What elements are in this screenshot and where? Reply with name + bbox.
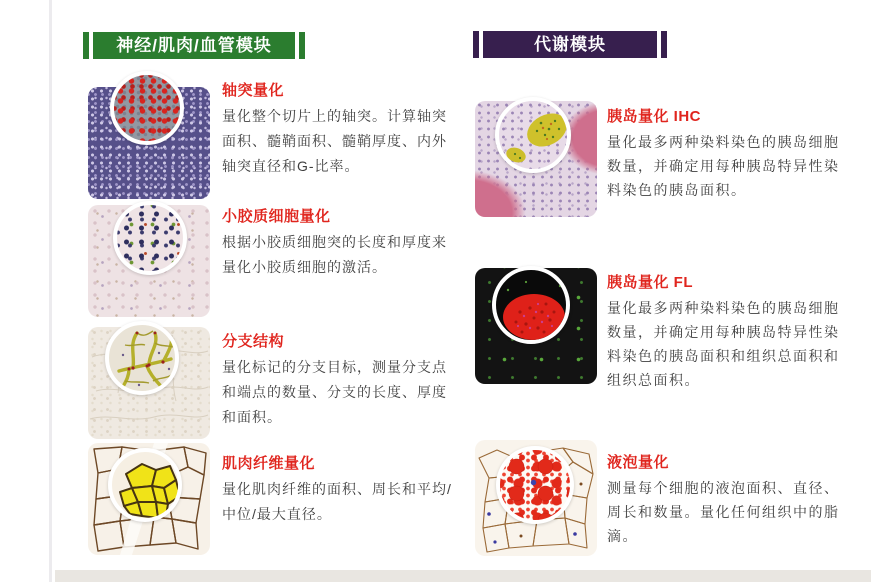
item-description: 量化最多两种染料染色的胰岛细胞数量，并确定用每种胰岛特异性染料染色的胰岛面积和组织总面积和组织总面积。 [607,300,840,388]
module-header-label: 代谢模块 [483,31,657,58]
header-side-bar [299,32,305,59]
islet-fluorescence-micrograph [475,268,597,384]
item-description: 根据小胶质细胞突的长度和厚度来量化小胶质细胞的激活。 [222,234,447,275]
highlighted-islet-overlay [499,101,571,173]
branching-structure-micrograph [88,327,210,439]
header-side-bar [661,31,667,58]
magnifier-circle-icon [492,266,570,344]
page-edge-line [49,0,52,582]
header-side-bar [473,31,479,58]
header-side-bar [83,32,89,59]
magnifier-circle-icon [108,448,182,522]
magnifier-circle-icon [495,97,571,173]
microglia-micrograph [88,205,210,317]
item-title: 轴突量化 [222,82,285,99]
magnifier-circle-icon [496,446,574,524]
item-description: 测量每个细胞的液泡面积、直径、周长和数量。量化任何组织中的脂滴。 [607,480,840,544]
item-title: 胰岛量化 IHC [607,108,702,125]
item-description: 量化整个切片上的轴突。计算轴突面积、髓鞘面积、髓鞘厚度、内外轴突直径和G-比率。 [222,108,447,174]
branch-trace-overlay [109,325,179,395]
module-header-label: 神经/肌肉/血管模块 [93,32,295,59]
red-islet-overlay [496,270,570,344]
magnifier-circle-icon [105,321,179,395]
item-description: 量化标记的分支目标，测量分支点和端点的数量、分支的长度、厚度和面积。 [222,359,447,425]
magnifier-circle-icon [110,71,184,145]
axon-micrograph [88,87,210,199]
islet-ihc-micrograph [475,101,597,217]
item-title: 胰岛量化 FL [607,274,693,291]
item-description: 量化肌肉纤维的面积、周长和平均/中位/最大直径。 [222,481,452,522]
magnifier-circle-icon [113,201,187,275]
bottom-strip [55,570,871,582]
muscle-fiber-micrograph [88,443,210,555]
module-header-metabolism [473,31,667,58]
vacuole-micrograph [475,440,597,556]
highlighted-fibers-overlay [112,452,182,522]
module-header-nerve-muscle-vascular [83,32,305,59]
item-title: 肌肉纤维量化 [222,455,316,472]
item-description: 量化最多两种染料染色的胰岛细胞数量，并确定用每种胰岛特异性染料染色的胰岛面积。 [607,134,840,198]
item-title: 液泡量化 [607,454,670,471]
item-title: 小胶质细胞量化 [222,208,331,225]
item-title: 分支结构 [222,333,285,350]
